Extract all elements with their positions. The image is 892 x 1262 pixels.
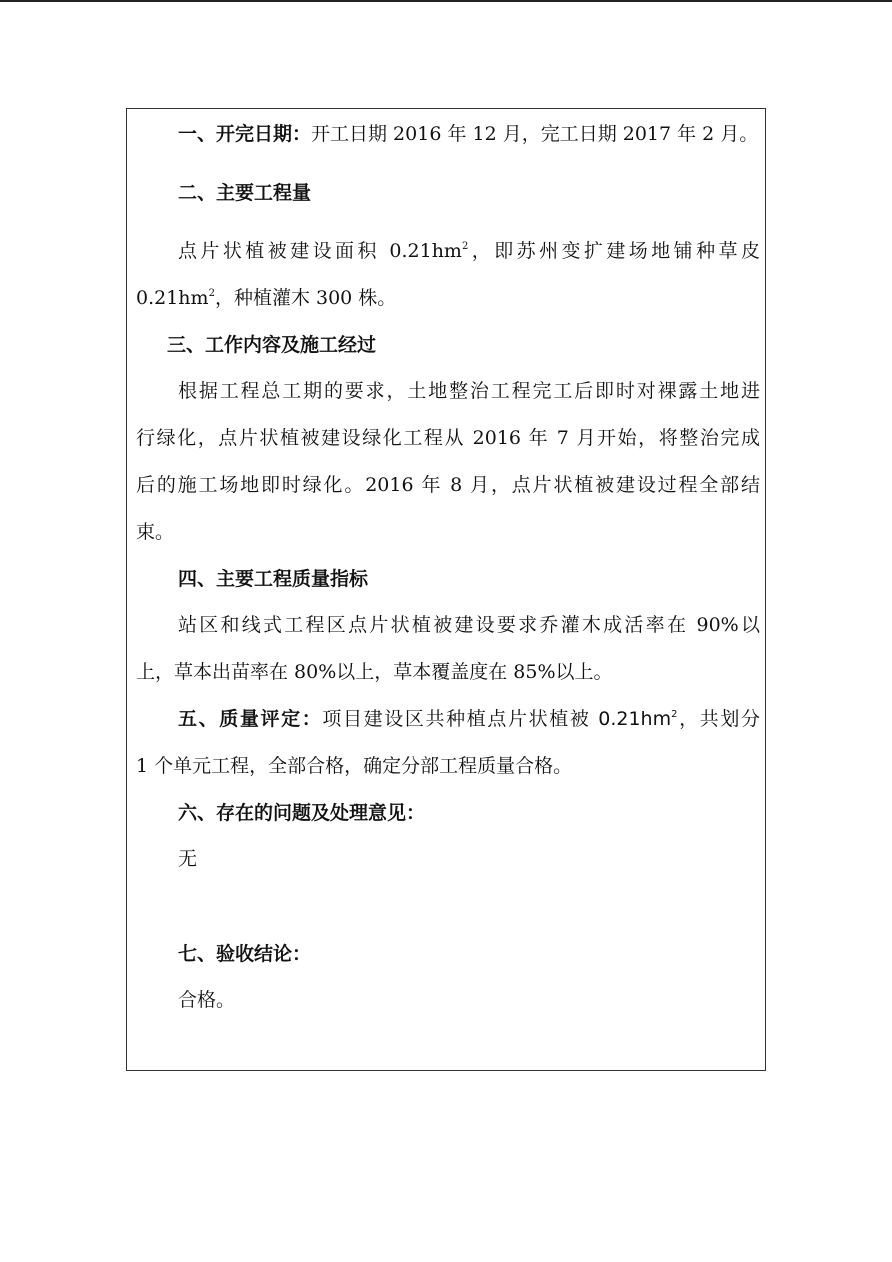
section-1-text: 开工日期 2016 年 12 月，完工日期 2017 年 2 月。 (311, 123, 759, 145)
section-1-heading: 一、开完日期： (178, 123, 312, 145)
section-4-line-2: 上，草本出苗率在 80%以上，草本覆盖度在 85%以上。 (136, 661, 613, 683)
section-5-line-1: 五、质量评定：项目建设区共种植点片状植被 $0.21hm^2$，共划分 (178, 708, 760, 730)
section-3-line-1: 根据工程总工期的要求，土地整治工程完工后即时对裸露土地进 (178, 380, 760, 402)
section-3-heading: 三、工作内容及施工经过 (167, 334, 377, 356)
section-1-line (178, 121, 760, 147)
section-5-heading: 五、质量评定： (178, 708, 323, 730)
section-3-line-2: 行绿化，点片状植被建设绿化工程从 2016 年 7 月开始，将整治完成 (136, 427, 760, 449)
section-4-heading: 四、主要工程质量指标 (178, 568, 369, 590)
section-7-heading: 七、验收结论： (178, 943, 312, 965)
section-5-line-2: 1 个单元工程，全部合格，确定分部工程质量合格。 (136, 755, 573, 777)
section-6-text: 无 (178, 848, 198, 870)
top-rule (0, 0, 892, 2)
section-2-heading: 二、主要工程量 (178, 182, 312, 204)
section-3-line-3: 后的施工场地即时绿化。2016 年 8 月，点片状植被建设过程全部结 (136, 474, 760, 496)
section-2-line-1: 点片状植被建设面积 $0.21hm^2$，即苏州变扩建场地铺种草皮 (178, 240, 760, 262)
section-3-line-4: 束。 (136, 521, 175, 543)
section-6-heading: 六、存在的问题及处理意见： (178, 802, 426, 824)
section-7-text: 合格。 (178, 989, 236, 1011)
section-2-line-2: $0.21hm^2$，种植灌木 300 株。 (136, 287, 397, 309)
section-4-line-1: 站区和线式工程区点片状植被建设要求乔灌木成活率在 90%以 (178, 614, 760, 636)
